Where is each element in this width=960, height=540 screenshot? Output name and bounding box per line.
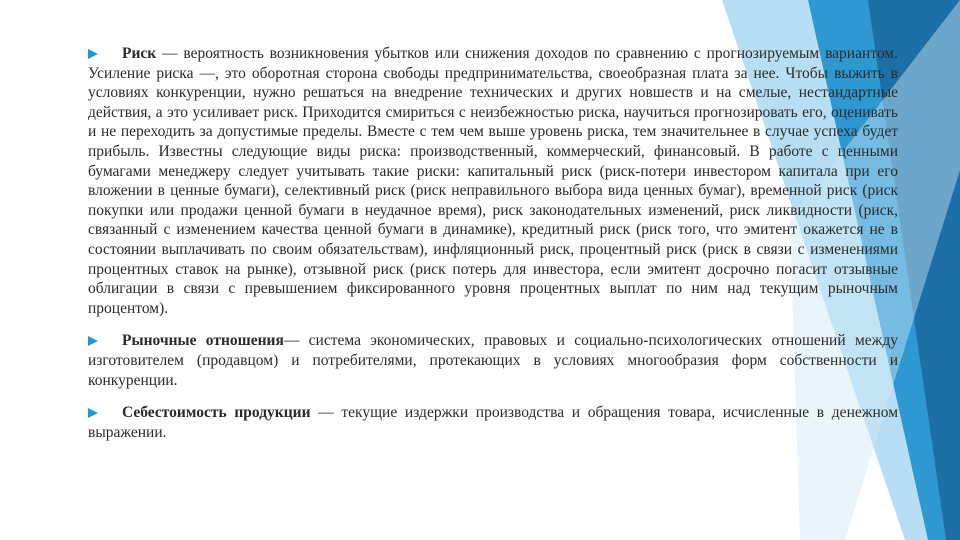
term-label: Рыночные отношения bbox=[122, 332, 284, 350]
definition-text: — вероятность возникновения убытков или снижения доходов по сравнению с прогнозируемым вариантом. Усиление риска —, это оборотная сторона свободы предпринимательства, своеобразная плата за нее. Чтобы выжить в условиях конкуренции, нужно решаться на внедрение технических и других новшеств и на смелые, нестандартные действия, а это усиливает риск. Приходится смириться с неизбежностью риска, научиться прогнозировать его, оценивать и не переходить за допустимые пределы. Вместе с тем чем выше уровень риска, тем значительнее в случае успеха будет прибыль. Известны следующие виды риска: производственный, коммерческий, финансовый. В работе с ценными бумагами менеджеру следует учитывать такие риски: капитальный риск (риск-потери инвестором капитала при его вложении в ценные бумаги), селективный риск (риск неправильного выбора вида ценных бумаг), временной риск (риск покупки или продажи ценной бумаги в неудачное время), риск законодательных изменений, риск ликвидности (риск, связанный с изменением качества ценной бумаги в динамике), кредитный риск (риск того, что эмитент окажется не в состоянии выплачивать по своим обязательствам), инфляционный риск, процентный риск (риск в связи с изменениями процентных ставок на рынке), отзывной риск (риск потерь для инвестора, если эмитент досрочно погасит отзывные облигации в связи с превышением фиксированного уровня процентных выплат по ним над текущим рыночным процентом). bbox=[88, 45, 898, 317]
term-label: Риск bbox=[122, 45, 157, 62]
bullet-arrow-icon bbox=[88, 336, 98, 346]
definition-risk bbox=[88, 44, 898, 318]
slide-content bbox=[88, 44, 898, 455]
term-label: Себестоимость продукции bbox=[122, 404, 311, 422]
definition-text: — текущие издержки производства и обращения товара, исчисленные в денежном выражении. bbox=[88, 404, 899, 441]
bullet-arrow-icon bbox=[88, 408, 98, 418]
definition-market-relations bbox=[88, 331, 898, 390]
definition-text: — система экономических, правовых и социально-психологических отношений между изготовителем (продавцом) и потребителями, протекающих в условиях многообразия форм собственности и конкуренции. bbox=[88, 332, 898, 389]
bullet-arrow-icon bbox=[88, 49, 98, 59]
definition-production-cost bbox=[88, 403, 898, 442]
